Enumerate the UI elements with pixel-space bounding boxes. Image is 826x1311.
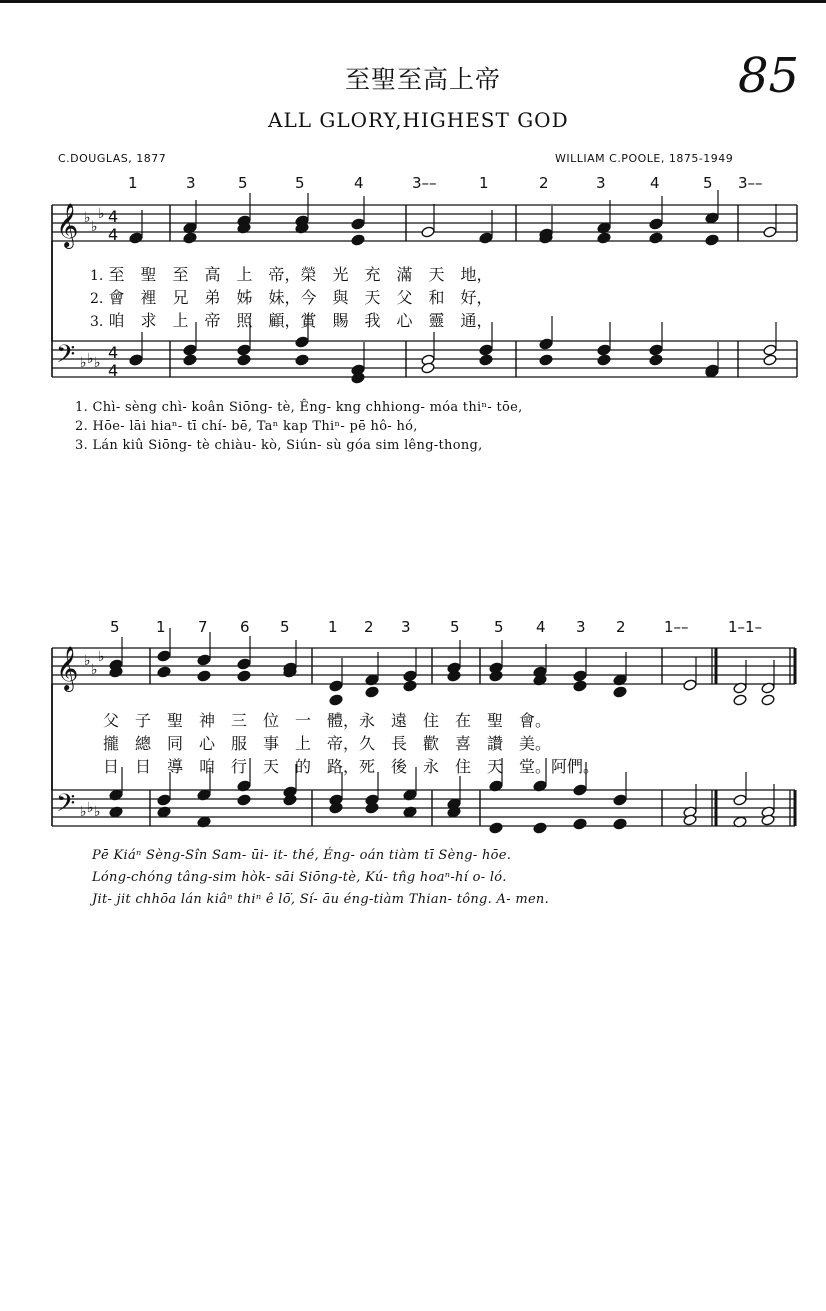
flat-icon: ♭ xyxy=(87,800,94,816)
jianpu-note: 5 xyxy=(450,618,460,636)
hymn-number: 85 xyxy=(738,48,800,104)
quarter-note-head xyxy=(539,338,553,350)
quarter-note-head xyxy=(479,354,493,366)
flat-icon: ♭ xyxy=(84,210,91,226)
half-note-head xyxy=(683,679,697,691)
half-note-head xyxy=(763,344,777,356)
hymn-title-english: ALL GLORY,HIGHEST GOD xyxy=(268,108,569,132)
bass-clef-icon: 𝄢 xyxy=(56,789,76,824)
lyricist-credit: C.DOUGLAS, 1877 xyxy=(58,152,167,165)
poj-lyric-text: Chì- sèng chì- koân Siōng- tè, Êng- kng chhiong- móa thiⁿ- tōe, xyxy=(92,400,523,415)
flat-icon: ♭ xyxy=(98,206,105,222)
flat-icon: ♭ xyxy=(80,355,87,371)
verse-number: 2. xyxy=(75,419,89,434)
half-note-head xyxy=(733,694,747,706)
quarter-note-head xyxy=(573,784,587,796)
quarter-note-head xyxy=(295,354,309,366)
jianpu-note: 2 xyxy=(616,618,626,636)
poj-lyric-text: Lóng-chóng tâng-sim hòk- sāi Siōng-tè, Kú- tn̂g hoaⁿ-hí o- ló. xyxy=(92,870,507,885)
quarter-note-head xyxy=(613,794,627,806)
zh-lyric-text: 父 子 聖 神 三 位 一 體，永 遠 住 在 聖 會。 xyxy=(103,711,552,730)
quarter-note-head xyxy=(295,336,309,348)
quarter-note-head xyxy=(613,686,627,698)
treble-clef-icon: 𝄞 xyxy=(56,203,79,247)
time-signature-bottom: 4 xyxy=(108,361,119,380)
jianpu-note: 3 xyxy=(596,174,606,192)
jianpu-note: 1 xyxy=(328,618,338,636)
quarter-note-head xyxy=(129,354,143,366)
bass-clef-icon: 𝄢 xyxy=(56,340,76,375)
jianpu-note: 2 xyxy=(539,174,549,192)
verse-number: 2. xyxy=(90,291,104,307)
quarter-note-head xyxy=(597,344,611,356)
quarter-note-head xyxy=(649,232,663,244)
jianpu-note: 3 xyxy=(576,618,586,636)
jianpu-note: 3 xyxy=(186,174,196,192)
quarter-note-head xyxy=(597,354,611,366)
quarter-note-head xyxy=(403,670,417,682)
quarter-note-head xyxy=(237,354,251,366)
verse-number: 1. xyxy=(90,268,104,284)
quarter-note-head xyxy=(649,354,663,366)
half-note-head xyxy=(763,354,777,366)
jianpu-note: 4 xyxy=(536,618,546,636)
quarter-note-head xyxy=(183,344,197,356)
verse-number: 3. xyxy=(90,314,104,330)
quarter-note-head xyxy=(157,666,171,678)
jianpu-note: 7 xyxy=(198,618,208,636)
flat-icon: ♭ xyxy=(91,662,98,678)
jianpu-note: 3–– xyxy=(738,174,763,192)
quarter-note-head xyxy=(539,354,553,366)
treble-clef-icon: 𝄞 xyxy=(56,646,79,690)
half-note-head xyxy=(421,226,435,238)
jianpu-note: 4 xyxy=(650,174,660,192)
half-note-head xyxy=(761,694,775,706)
quarter-note-head xyxy=(479,232,493,244)
flat-icon: ♭ xyxy=(80,804,87,820)
jianpu-note: 1–1– xyxy=(728,618,763,636)
flat-icon: ♭ xyxy=(87,351,94,367)
quarter-note-head xyxy=(129,232,143,244)
jianpu-note: 1 xyxy=(156,618,166,636)
jianpu-note: 3 xyxy=(401,618,411,636)
zh-lyric-text: 至 聖 至 高 上 帝，榮 光 充 滿 天 地， xyxy=(108,265,493,284)
poj-lyric-text: Pē Kiáⁿ Sèng-Sîn Sam- ūi- it- thé, Éng- oán tiàm tī Sèng- hōe. xyxy=(92,848,512,863)
quarter-note-head xyxy=(613,818,627,830)
flat-icon: ♭ xyxy=(84,653,91,669)
quarter-note-head xyxy=(237,794,251,806)
poj-lyric-text: Hōe- lāi hiaⁿ- tī chí- bē, Taⁿ kap Thiⁿ- pē hô- hó, xyxy=(92,419,418,434)
quarter-note-head xyxy=(573,818,587,830)
quarter-note-head xyxy=(365,686,379,698)
poj-lyric-text: Lán kiû Siōng- tè chiàu- kò, Siún- sù góa sim lêng-thong, xyxy=(92,438,483,453)
jianpu-note: 5 xyxy=(280,618,290,636)
quarter-note-head xyxy=(403,680,417,692)
quarter-note-head xyxy=(489,822,503,834)
flat-icon: ♭ xyxy=(94,804,101,820)
jianpu-note: 5 xyxy=(295,174,305,192)
quarter-note-head xyxy=(533,822,547,834)
jianpu-note: 6 xyxy=(240,618,250,636)
zh-lyric-text: 會 裡 兄 弟 姊 妹，今 與 天 父 和 好， xyxy=(108,288,493,307)
half-note-head xyxy=(763,226,777,238)
quarter-note-head xyxy=(573,680,587,692)
jianpu-note: 1–– xyxy=(664,618,689,636)
quarter-note-head xyxy=(237,670,251,682)
jianpu-note: 1 xyxy=(128,174,138,192)
zh-lyric-text: 咱 求 上 帝 照 顧，賞 賜 我 心 靈 通， xyxy=(108,311,493,330)
quarter-note-head xyxy=(479,344,493,356)
quarter-note-head xyxy=(573,670,587,682)
flat-icon: ♭ xyxy=(98,649,105,665)
zh-lyric-text: 日 日 導 咱 行 天 的 路，死 後 永 住 天 堂。阿們。 xyxy=(103,757,600,776)
quarter-note-head xyxy=(329,680,343,692)
quarter-note-head xyxy=(197,654,211,666)
jianpu-note: 4 xyxy=(354,174,364,192)
quarter-note-head xyxy=(351,218,365,230)
time-signature-bottom: 4 xyxy=(108,225,119,244)
half-note-head xyxy=(733,794,747,806)
time-signature-top: 4 xyxy=(108,207,119,226)
jianpu-note: 5 xyxy=(494,618,504,636)
quarter-note-head xyxy=(183,354,197,366)
hymn-title-chinese: 至聖至高上帝 xyxy=(345,65,502,94)
jianpu-note: 5 xyxy=(110,618,120,636)
jianpu-note: 5 xyxy=(703,174,713,192)
jianpu-note: 3–– xyxy=(412,174,437,192)
quarter-note-head xyxy=(157,650,171,662)
zh-lyric-text: 攏 總 同 心 服 事 上 帝，久 長 歡 喜 讚 美。 xyxy=(103,734,552,753)
quarter-note-head xyxy=(237,658,251,670)
jianpu-note: 5 xyxy=(238,174,248,192)
flat-icon: ♭ xyxy=(91,219,98,235)
quarter-note-head xyxy=(649,218,663,230)
quarter-note-head xyxy=(649,344,663,356)
quarter-note-head xyxy=(351,234,365,246)
jianpu-note: 2 xyxy=(364,618,374,636)
composer-credit: WILLIAM C.POOLE, 1875-1949 xyxy=(555,152,734,165)
verse-number: 1. xyxy=(75,400,89,415)
quarter-note-head xyxy=(705,234,719,246)
quarter-note-head xyxy=(329,694,343,706)
quarter-note-head xyxy=(237,344,251,356)
quarter-note-head xyxy=(183,232,197,244)
quarter-note-head xyxy=(597,232,611,244)
jianpu-note: 1 xyxy=(479,174,489,192)
time-signature-top: 4 xyxy=(108,343,119,362)
quarter-note-head xyxy=(197,670,211,682)
verse-number: 3. xyxy=(75,438,89,453)
quarter-note-head xyxy=(157,794,171,806)
poj-lyric-text: Jit- jit chhōa lán kiâⁿ thiⁿ ê lō͘, Sí- āu éng-tiàm Thian- tông. A- men. xyxy=(92,892,550,907)
flat-icon: ♭ xyxy=(94,355,101,371)
